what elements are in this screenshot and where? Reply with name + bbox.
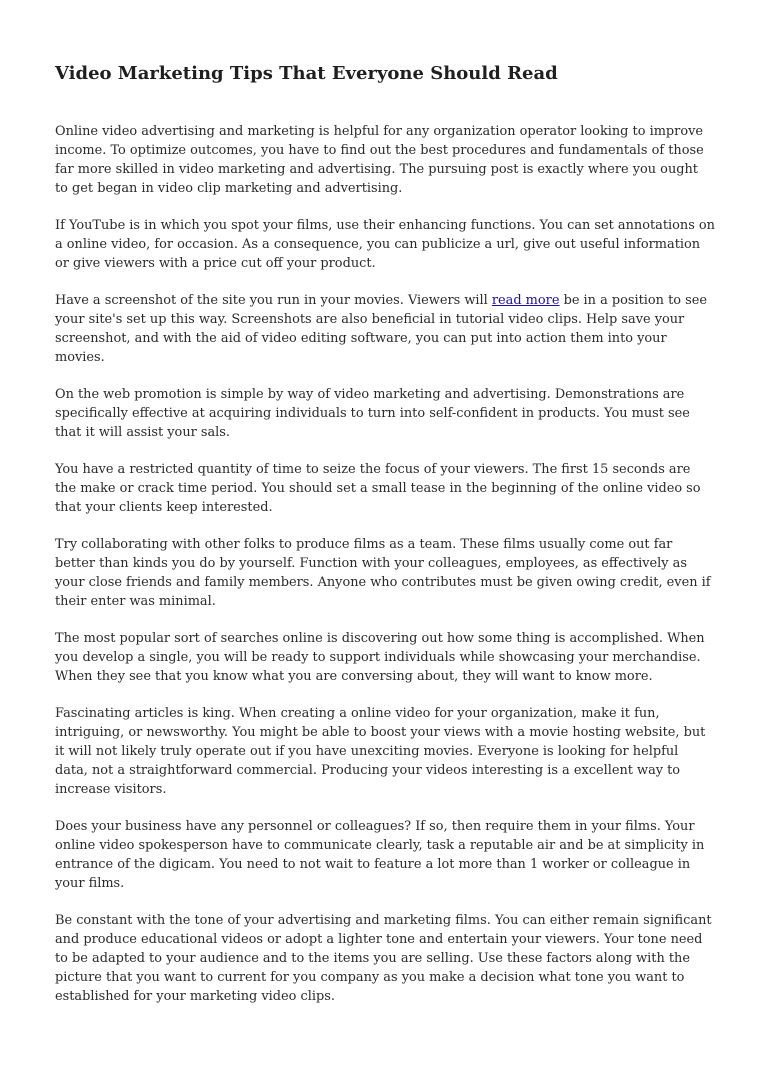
paragraph-7: The most popular sort of searches online is discovering out how some thing is accomplished. When you develop a single, you will be ready to support individuals while showcasing your merchandise. When they see that you know what you are conversing about, they will want to know more. xyxy=(55,631,705,684)
document-title: Video Marketing Tips That Everyone Should Read xyxy=(55,63,558,84)
paragraph-10: Be constant with the tone of your advertising and marketing films. You can either remain significant and produce educational videos or adopt a lighter tone and entertain your viewers. Your tone need to be adapted to your audience and to the items you are selling. Use these factors along with the picture that you want to current for you company as you make a decision what tone you want to established for your marketing video clips. xyxy=(55,913,712,1004)
read-more-link[interactable]: read more xyxy=(491,293,560,308)
paragraph-1: Online video advertising and marketing is helpful for any organization operator looking to improve income. To optimize outcomes, you have to find out the best procedures and fundamentals of those far more skilled in video marketing and advertising. The pursuing post is exactly where you ought to get began in video clip marketing and advertising. xyxy=(55,124,704,196)
paragraph-3 xyxy=(55,291,715,367)
paragraph-3-text-before: Have a screenshot of the site you run in your movies. Viewers will xyxy=(55,293,492,308)
paragraph-6: Try collaborating with other folks to produce films as a team. These films usually come out far better than kinds you do by yourself. Function with your colleagues, employees, as effectively as your close friends and family members. Anyone who contributes must be given owing credit, even if their enter was minimal. xyxy=(55,537,711,609)
paragraph-9: Does your business have any personnel or colleagues? If so, then require them in your films. Your online video spokesperson have to communicate clearly, task a reputable air and be at simplicity in entrance of the digicam. You need to not wait to feature a lot more than 1 worker or colleague in your films. xyxy=(55,819,705,891)
paragraph-3-text-after: be in a position to see your site's set up this way. Screenshots are also beneficial in tutorial video clips. Help save your screenshot, and with the aid of video editing software, you can put into action them into your movies. xyxy=(55,293,707,365)
document-page xyxy=(55,0,715,1024)
paragraph-2: If YouTube is in which you spot your films, use their enhancing functions. You can set annotations on a online video, for occasion. As a consequence, you can publicize a url, give out useful information or give viewers with a price cut off your product. xyxy=(55,218,715,271)
document-body xyxy=(55,122,715,1006)
paragraph-4: On the web promotion is simple by way of video marketing and advertising. Demonstrations are specifically effective at acquiring individuals to turn into self-confident in products. You must see that it will assist your sals. xyxy=(55,387,690,440)
paragraph-5: You have a restricted quantity of time to seize the focus of your viewers. The first 15 seconds are the make or crack time period. You should set a small tease in the beginning of the online video so that your clients keep interested. xyxy=(55,462,701,515)
paragraph-8: Fascinating articles is king. When creating a online video for your organization, make it fun, intriguing, or newsworthy. You might be able to boost your views with a movie hosting website, but it will not likely truly operate out if you have unexciting movies. Everyone is looking for helpful data, not a straightforward commercial. Producing your videos interesting is a excellent way to increase visitors. xyxy=(55,706,706,797)
